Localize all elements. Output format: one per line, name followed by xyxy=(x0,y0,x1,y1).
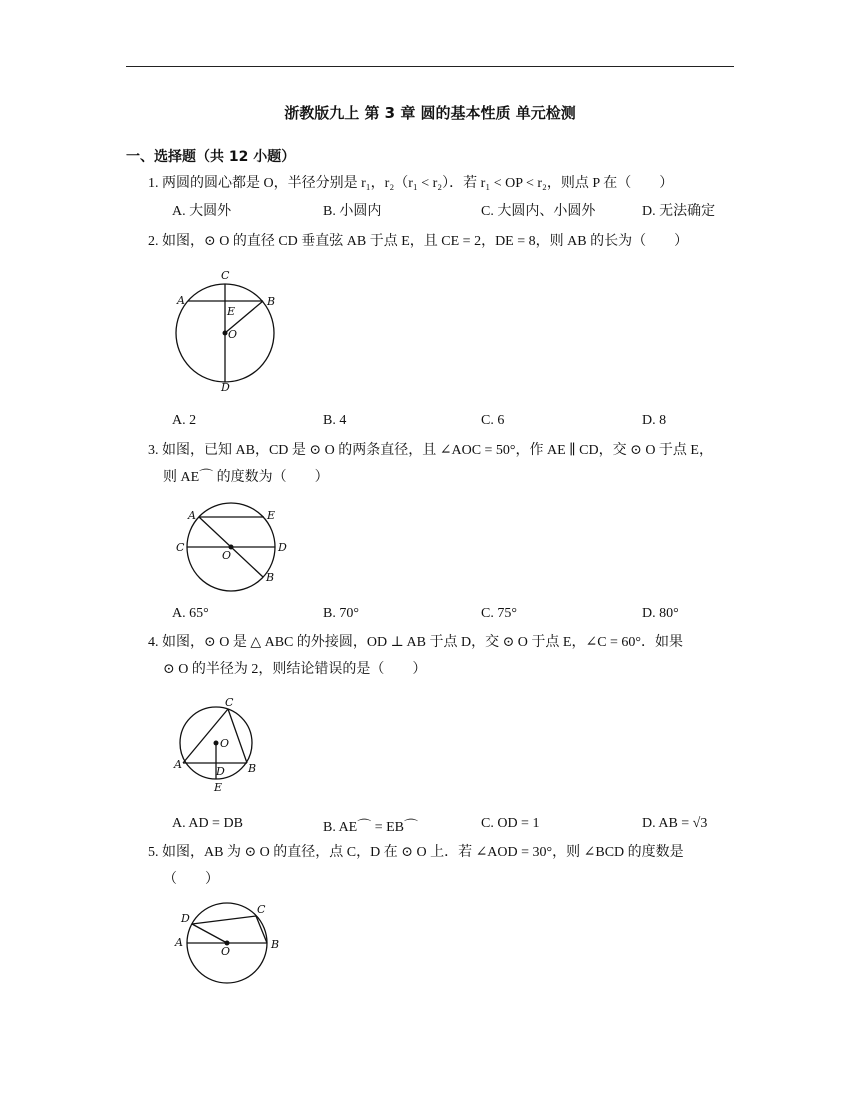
option-c[interactable]: C. 6 xyxy=(481,413,505,428)
question-5-stem-line1: 5. 如图，AB 为 ⊙ O 的直径，点 C，D 在 ⊙ O 上．若 ∠AOD = 30°，则 ∠BCD 的度数是 xyxy=(148,845,684,860)
question-3-figure xyxy=(172,500,292,600)
option-b[interactable]: B. 70° xyxy=(323,606,359,621)
label-b: B xyxy=(267,295,276,308)
page-title: 浙教版九上 第 3 章 圆的基本性质 单元检测 xyxy=(284,104,576,122)
label-d: D xyxy=(216,765,225,778)
label-a: A xyxy=(175,936,183,949)
option-a[interactable]: A. AD = DB xyxy=(172,816,243,831)
question-4-stem-line1: 4. 如图，⊙ O 是 △ ABC 的外接圆，OD ⊥ AB 于点 D，交 ⊙ O 于点 E，∠C = 60°．如果 xyxy=(148,635,684,650)
option-c[interactable]: C. 大圆内、小圆外 xyxy=(481,204,596,219)
option-d[interactable]: D. 无法确定 xyxy=(642,204,716,219)
question-5-figure xyxy=(170,900,290,990)
label-e: E xyxy=(227,305,236,318)
option-c[interactable]: C. 75° xyxy=(481,606,517,621)
option-d[interactable]: D. 8 xyxy=(642,413,667,428)
label-b: B xyxy=(266,571,275,584)
option-d[interactable]: D. AB = √3 xyxy=(642,816,708,831)
label-c: C xyxy=(257,903,266,916)
label-d: D xyxy=(278,541,287,554)
question-2-options xyxy=(0,413,860,435)
question-2-figure xyxy=(168,265,288,395)
label-c: C xyxy=(221,269,230,282)
option-b[interactable]: B. AE⌒ = EB⌒ xyxy=(323,820,419,835)
option-b[interactable]: B. 小圆内 xyxy=(323,204,382,219)
question-4-stem-line2: ⊙ O 的半径为 2，则结论错误的是（ ） xyxy=(163,662,427,677)
question-2-stem: 2. 如图，⊙ O 的直径 CD 垂直弦 AB 于点 E，且 CE = 2，DE = 8，则 AB 的长为（ ） xyxy=(148,234,689,249)
option-d[interactable]: D. 80° xyxy=(642,606,679,621)
option-a[interactable]: A. 大圆外 xyxy=(172,204,232,219)
label-a: A xyxy=(177,294,185,307)
label-o: O xyxy=(222,549,232,562)
question-5-stem-line2: （ ） xyxy=(163,872,219,887)
option-b[interactable]: B. 4 xyxy=(323,413,347,428)
question-4-figure xyxy=(168,693,268,795)
label-d: D xyxy=(221,381,230,394)
label-b: B xyxy=(248,762,257,775)
option-a[interactable]: A. 2 xyxy=(172,413,197,428)
label-o: O xyxy=(220,737,230,750)
label-c: C xyxy=(176,541,185,554)
header-rule xyxy=(126,66,734,67)
label-b: B xyxy=(271,938,280,951)
question-3-stem-line2: 则 AE⌒ 的度数为（ ） xyxy=(163,470,329,485)
label-e: E xyxy=(214,781,223,794)
label-d: D xyxy=(181,912,190,925)
section-heading: 一、选择题（共 12 小题） xyxy=(126,149,296,165)
label-a: A xyxy=(174,758,182,771)
option-c[interactable]: C. OD = 1 xyxy=(481,816,540,831)
option-a[interactable]: A. 65° xyxy=(172,606,209,621)
question-4-options xyxy=(0,816,860,838)
label-c: C xyxy=(225,696,234,709)
question-3-stem-line1: 3. 如图，已知 AB，CD 是 ⊙ O 的两条直径，且 ∠AOC = 50°，作 AE ∥ CD，交 ⊙ O 于点 E， xyxy=(148,443,713,458)
label-a: A xyxy=(188,509,196,522)
question-1-stem: 1. 两圆的圆心都是 O，半径分别是 r₁，r₂（r₁ < r₂）．若 r₁ < OP < r₂，则点 P 在（ ） xyxy=(148,176,674,191)
question-1-options xyxy=(0,200,860,222)
label-e: E xyxy=(267,509,276,522)
question-3-options xyxy=(0,606,860,628)
label-o: O xyxy=(228,328,238,341)
label-o: O xyxy=(221,945,231,958)
